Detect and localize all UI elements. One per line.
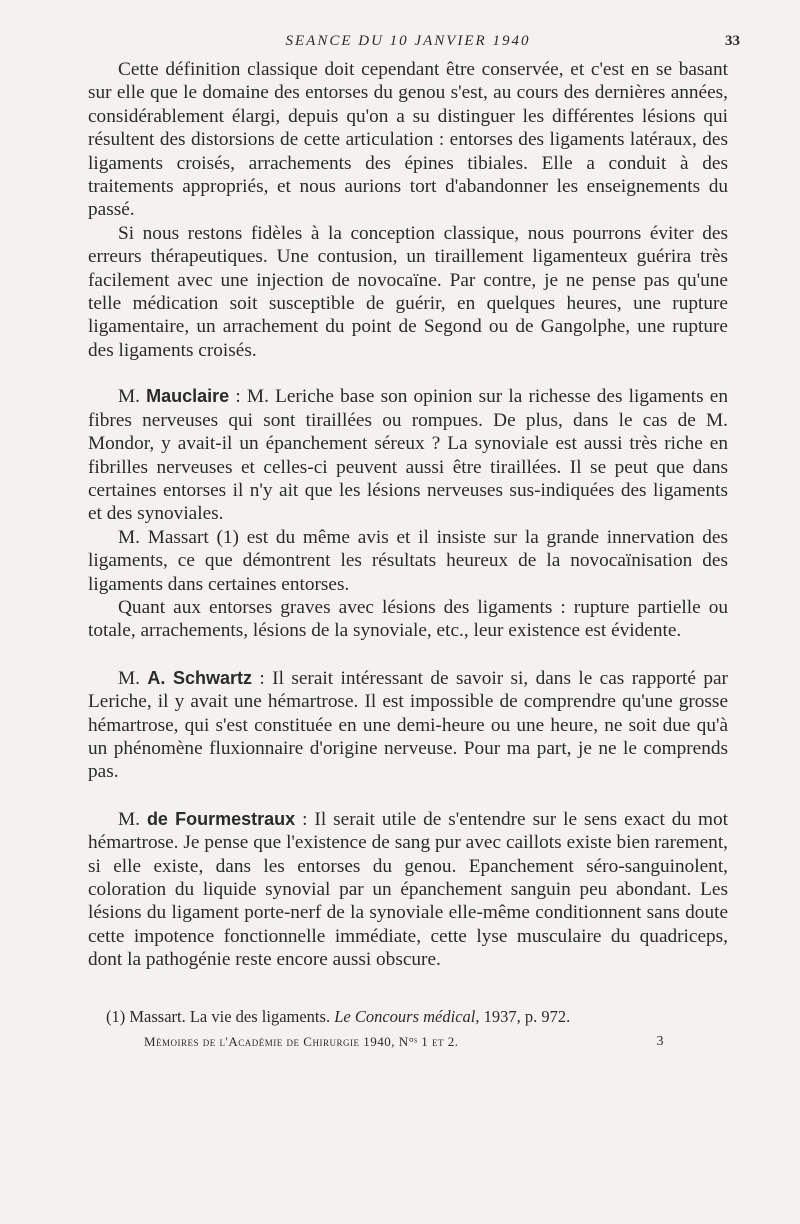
- footnote-details: , 1937, p. 972.: [475, 1006, 571, 1026]
- footnote-citation: (1) Massart. La vie des ligaments.: [106, 1006, 335, 1026]
- footnote-journal: Le Concours médical: [334, 1006, 476, 1026]
- signature-line: [88, 1030, 728, 1054]
- signature-number: 3: [656, 1033, 664, 1049]
- page-number: 33: [725, 33, 740, 49]
- speaker-prefix: M.: [118, 386, 147, 408]
- speech-text-mauclaire: M. Leriche base son opinion sur la richesse des ligaments en fibres nerveuses qui sont tiraillées ou rompues. De plus, dans le cas de M. Mondor, y avait-il un épanchement séreux ? La synoviale est aussi très riche en fibrilles nerveuses et celles-ci peuvent aussi être tiraillées. Il se peut que dans certaines entorses il n'y ait que les lésions nerveuses sus-indiquées des ligaments et des synoviales.: [88, 386, 728, 525]
- paragraph-classical-conception: Si nous restons fidèles à la conception classique, nous pourrons éviter des erreurs thérapeutiques. Une contusion, un tiraillement ligamenteux guérira très facilement avec une injection de novocaïne. Par contre, je ne pense pas qu'une telle médication soit susceptible de guérir, en quelques heures, une rupture ligamentaire, un arrachement du point de Segond ou de Gangolphe, une rupture des ligaments croisés.: [88, 222, 728, 361]
- speaker-colon: :: [229, 386, 241, 408]
- paragraph-grave-sprains: Quant aux entorses graves avec lésions des ligaments : rupture partielle ou totale, arrachements, lésions de la synoviale, etc., leur existence est évidente.: [88, 596, 728, 642]
- spacer: [88, 643, 728, 667]
- paragraph-fourmestraux: [88, 808, 728, 972]
- running-header: [88, 30, 740, 58]
- speaker-prefix: M.: [118, 808, 147, 830]
- speech-text-schwartz: Il serait intéressant de savoir si, dans le cas rapporté par Leriche, il y avait une hémartrose. Il est impossible de comprendre qu'une grosse hémartrose, qui s'est constituée en une demi-heure ou une heure, ne soit due qu'à un phénomène fluxionnaire d'origine nerveuse. Pour ma part, je ne le comprends pas.: [88, 667, 728, 783]
- speaker-prefix: M.: [118, 667, 148, 689]
- paragraph-massart: M. Massart (1) est du même avis et il insiste sur la grande innervation des ligaments, ce que démontrent les résultats heureux de la novocaïnisation des ligaments dans certaines entorses.: [88, 526, 728, 595]
- spacer: [88, 784, 728, 808]
- speaker-name-schwartz: A. Schwartz: [147, 667, 252, 688]
- speaker-name-fourmestraux: de Fourmestraux: [146, 808, 296, 829]
- document-page: [88, 30, 740, 1054]
- paragraph-schwartz: [88, 667, 728, 784]
- speaker-name-mauclaire: Mauclaire: [146, 386, 230, 407]
- spacer: [88, 362, 728, 385]
- running-title: SEANCE DU 10 JANVIER 1940: [285, 33, 531, 49]
- footnote: [88, 1006, 728, 1028]
- paragraph-definition: Cette définition classique doit cependant être conservée, et c'est en se basant sur elle que le domaine des entorses du genou s'est, au cours des dernières années, considérablement élargi, depuis qu'on a su distinguer les différentes lésions qui résultent des distorsions de cette articulation : entorses des ligaments latéraux, des ligaments croisés, arrachements des épines tibiales. Elle a conduit à des traitements appropriés, et nous aurions tort d'abandonner les enseignements du passé.: [88, 59, 728, 221]
- signature-text: Mémoires de l'Académie de Chirurgie 1940, N°ˢ 1 et 2.: [144, 1033, 459, 1049]
- speaker-colon: :: [252, 667, 265, 689]
- paragraph-mauclaire: [88, 385, 728, 525]
- speech-text-fourmestraux: Il serait utile de s'entendre sur le sens exact du mot hémartrose. Je pense que l'existence de sang pur avec caillots existe bien rarement, si elle existe, dans les entorses du genou. Epanchement séro-sanguinolent, coloration du liquide synovial par un épanchement sanguin peu abondant. Les lésions du ligament porte-nerf de la synoviale elle-même conditionnent sans doute cette impotence fonctionnelle immédiate, cette lyse musculaire du quadriceps, dont la pathogénie reste encore aussi obscure.: [88, 808, 728, 971]
- speaker-colon: :: [295, 808, 308, 830]
